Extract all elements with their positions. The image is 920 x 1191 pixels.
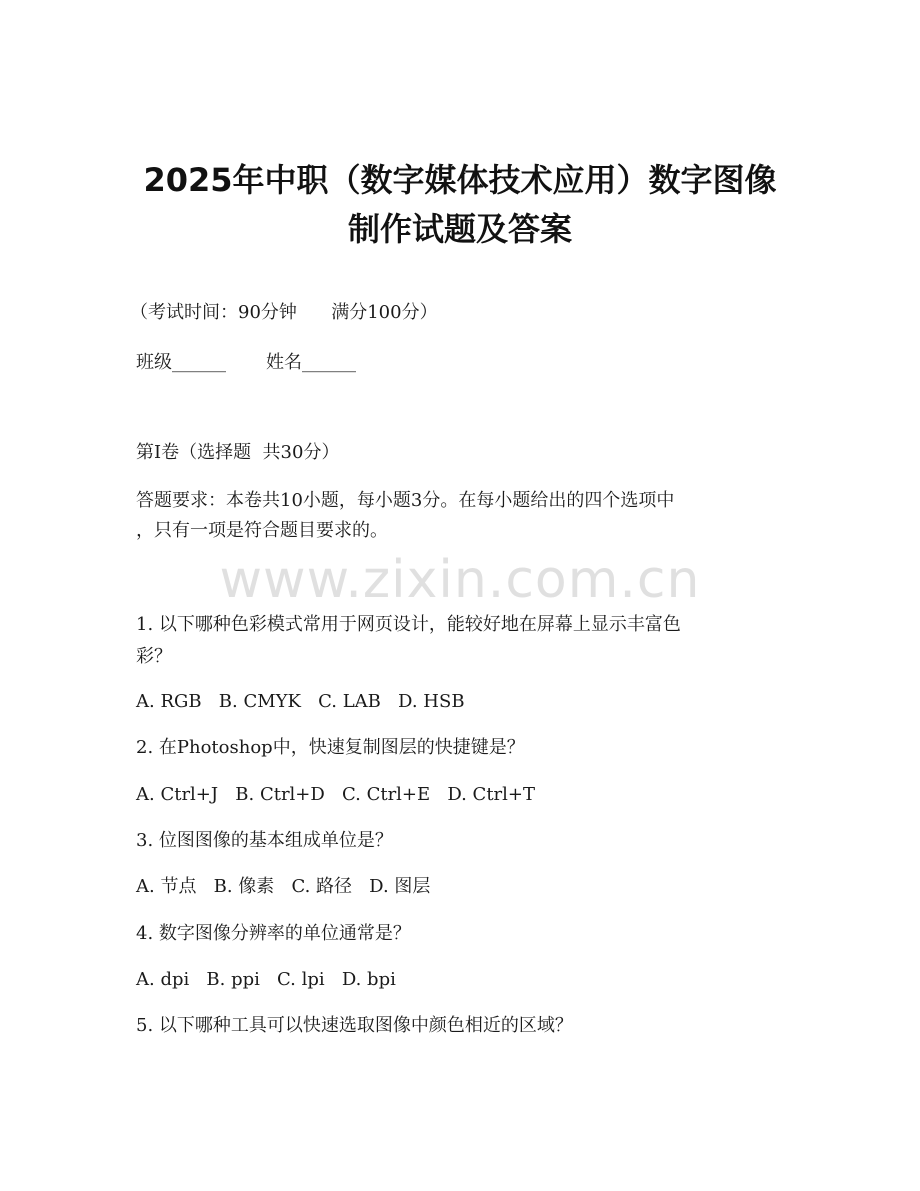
question-options: A. dpi B. ppi C. lpi D. bpi <box>136 969 396 990</box>
document-title-line-1: 2025年中职（数字媒体技术应用）数字图像 <box>143 161 777 199</box>
student-fields: 班级______ 姓名______ <box>136 352 357 373</box>
question-options: A. RGB B. CMYK C. LAB D. HSB <box>136 691 465 712</box>
question-text: 3. 位图图像的基本组成单位是？ <box>136 830 393 851</box>
question-text: 2. 在Photoshop中，快速复制图层的快捷键是？ <box>136 737 525 758</box>
question-options: A. 节点 B. 像素 C. 路径 D. 图层 <box>136 876 431 897</box>
section-heading: 第I卷（选择题 共30分） <box>136 442 340 463</box>
instructions-line-2: ，只有一项是符合题目要求的。 <box>136 520 388 541</box>
question-options: A. Ctrl+J B. Ctrl+D C. Ctrl+E D. Ctrl+T <box>136 784 536 805</box>
document-title-line-2: 制作试题及答案 <box>347 210 572 248</box>
question-text-continued: 彩？ <box>136 646 172 667</box>
instructions-line-1: 答题要求：本卷共10小题，每小题3分。在每小题给出的四个选项中 <box>136 490 675 511</box>
exam-info: （考试时间：90分钟 满分100分） <box>130 302 438 323</box>
question-text: 1. 以下哪种色彩模式常用于网页设计，能较好地在屏幕上显示丰富色 <box>136 614 681 635</box>
question-text: 5. 以下哪种工具可以快速选取图像中颜色相近的区域？ <box>136 1015 573 1036</box>
watermark: www.zixin.com.cn <box>219 550 701 610</box>
question-text: 4. 数字图像分辨率的单位通常是？ <box>136 923 411 944</box>
